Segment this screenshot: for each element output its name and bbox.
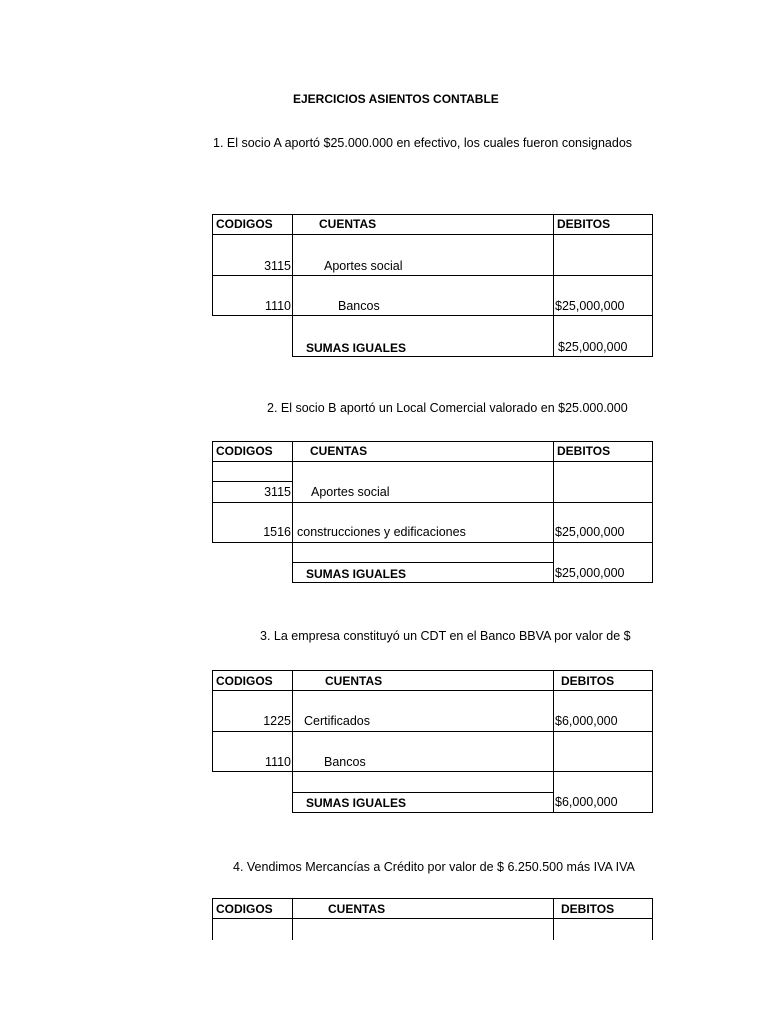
row-account: Aportes social bbox=[324, 259, 403, 273]
header-codes: CODIGOS bbox=[216, 674, 273, 688]
row-code: 1110 bbox=[265, 299, 291, 313]
header-debits: DEBITOS bbox=[561, 674, 615, 688]
row-account: Bancos bbox=[324, 755, 366, 769]
totals-debit: $25,000,000 bbox=[555, 566, 625, 580]
row-debit: $25,000,000 bbox=[555, 299, 625, 313]
totals-debit: $25,000,000 bbox=[558, 340, 628, 354]
row-code: 3115 bbox=[264, 259, 291, 273]
header-codes: CODIGOS bbox=[216, 217, 273, 231]
totals-label: SUMAS IGUALES bbox=[306, 567, 407, 581]
row-code: 3115 bbox=[264, 485, 291, 499]
exercise-2-statement: 2. El socio B aportó un Local Comercial valorado en $25.000.000 bbox=[267, 401, 628, 415]
header-codes: CODIGOS bbox=[216, 444, 273, 458]
row-debit: $25,000,000 bbox=[555, 525, 625, 539]
row-code: 1225 bbox=[263, 714, 291, 728]
document-title: EJERCICIOS ASIENTOS CONTABLE bbox=[293, 92, 499, 106]
row-account: construcciones y edificaciones bbox=[297, 525, 466, 539]
row-account: Certificados bbox=[304, 714, 370, 728]
totals-debit: $6,000,000 bbox=[555, 795, 618, 809]
header-accounts: CUENTAS bbox=[325, 674, 383, 688]
totals-label: SUMAS IGUALES bbox=[306, 341, 407, 355]
exercise-3-statement: 3. La empresa constituyó un CDT en el Banco BBVA por valor de $ bbox=[260, 629, 631, 643]
header-debits: DEBITOS bbox=[561, 902, 615, 916]
exercise-4-statement: 4. Vendimos Mercancías a Crédito por valor de $ 6.250.500 más IVA IVA bbox=[233, 860, 635, 874]
header-debits: DEBITOS bbox=[557, 444, 611, 458]
header-accounts: CUENTAS bbox=[328, 902, 386, 916]
row-code: 1516 bbox=[263, 525, 291, 539]
header-accounts: CUENTAS bbox=[319, 217, 377, 231]
header-debits: DEBITOS bbox=[557, 217, 611, 231]
header-accounts: CUENTAS bbox=[310, 444, 368, 458]
totals-label: SUMAS IGUALES bbox=[306, 796, 407, 810]
exercise-1-statement: 1. El socio A aportó $25.000.000 en efectivo, los cuales fueron consignados bbox=[213, 136, 633, 150]
row-account: Aportes social bbox=[311, 485, 390, 499]
row-code: 1110 bbox=[265, 755, 291, 769]
row-debit: $6,000,000 bbox=[555, 714, 618, 728]
header-codes: CODIGOS bbox=[216, 902, 273, 916]
row-account: Bancos bbox=[338, 299, 380, 313]
